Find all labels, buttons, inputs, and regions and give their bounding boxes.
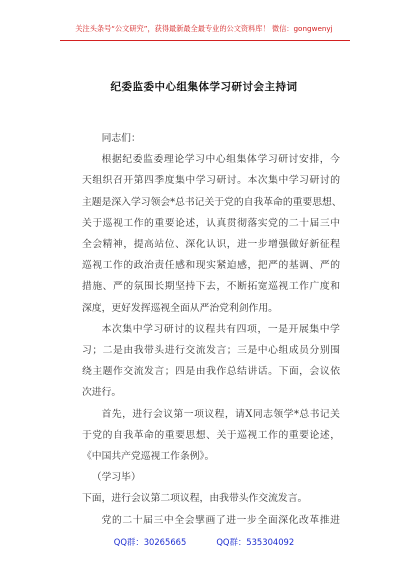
- body-line: 同志们：: [101, 133, 141, 144]
- body-line: 措施、严的氛围长期坚持下去，不断拓宽巡视工作广度和: [82, 281, 340, 293]
- footer-qq-group-2: QQ群：535304092: [216, 537, 295, 547]
- body-line: 主题是深入学习领会*总书记关于党的自我革命的重要思想、: [82, 196, 342, 208]
- body-line: 次进行。: [82, 387, 122, 399]
- header-banner: 关注头条号“公文研究”，获得最新最全最专业的公文资料库！ 微信：gongwenyj: [75, 24, 333, 33]
- body-line: 全会精神，提高站位、深化认识，进一步增强做好新征程: [82, 239, 340, 250]
- body-line: 习；二是由我带头进行交流发言；三是中心组成员分别围: [82, 345, 340, 356]
- body-line: 绕主题作交流发言；四是由我作总结讲话。下面，会议依: [82, 366, 340, 378]
- footer-qq-group-1: QQ群：30265665: [113, 537, 187, 547]
- footer: [0, 536, 408, 548]
- body-line: 巡视工作的政治责任感和现实紧迫感，把严的基调、严的: [82, 260, 340, 272]
- body-line: 《中国共产党巡视工作条例》。: [82, 451, 215, 462]
- header-rule: [60, 40, 350, 41]
- body-line: 本次集中学习研讨的议程共有四项，一是开展集中学: [101, 323, 340, 335]
- document-title: 纪委监委中心组集体学习研讨会主持词: [110, 81, 298, 93]
- body-line: 深度，更好发挥巡视全面从严治党利剑作用。: [82, 302, 278, 314]
- body-line: 党的二十届三中全会擘画了进一步全面深化改革推进: [101, 514, 340, 526]
- body-line: 首先，进行会议第一项议程，请X同志领学*总书记关: [101, 408, 340, 420]
- body-line: 根据纪委监委理论学习中心组集体学习研讨安排，今: [101, 154, 340, 166]
- body-line: 下面，进行会议第二项议程，由我带头作交流发言。: [82, 493, 308, 505]
- body-line: 于党的自我革命的重要思想、关于巡视工作的重要论述，: [82, 429, 340, 441]
- body-line: 天组织召开第四季度集中学习研讨。本次集中学习研讨的: [82, 175, 340, 187]
- body-line: 关于巡视工作的重要论述，认真贯彻落实党的二十届三中: [82, 217, 340, 229]
- body-line: （学习毕）: [91, 472, 141, 484]
